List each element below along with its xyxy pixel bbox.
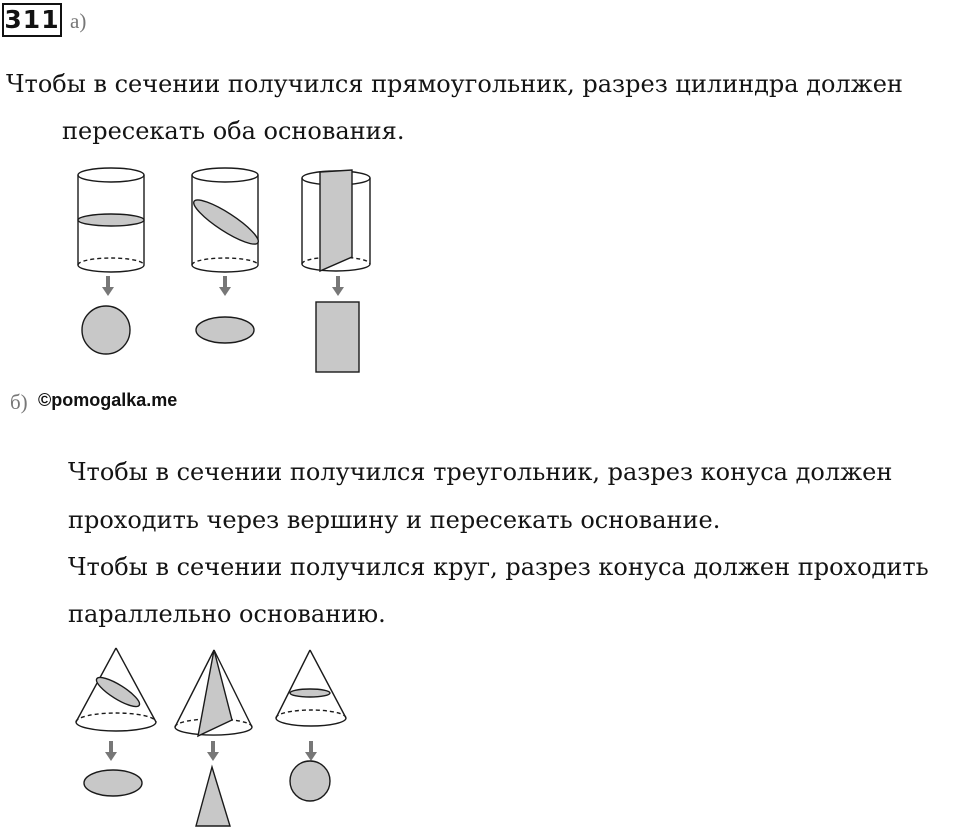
cone-parallel-cut [276,650,346,726]
part-b-text-line-3: Чтобы в сечении получился круг, разрез конуса должен проходить [68,553,929,581]
cylinder-sections-figure [70,160,380,380]
down-arrow-icon [219,276,231,296]
down-arrow-icon [102,276,114,296]
cylinder-oblique-cut [189,168,263,272]
cylinder-axial-cut [302,170,370,271]
part-b-label: б) [10,390,28,414]
part-b-text-line-4: параллельно основанию. [68,600,386,628]
section-rectangle [316,302,359,372]
part-a-label: а) [70,9,87,33]
part-b-text-line-2: проходить через вершину и пересекать основание. [68,506,721,534]
cylinder-horizontal-cut [78,168,144,272]
section-circle [82,306,130,354]
down-arrow-icon [207,741,219,761]
part-a-text-line-2: пересекать оба основания. [62,117,405,145]
down-arrow-icon [305,741,317,761]
section-triangle [196,767,230,826]
down-arrow-icon [332,276,344,296]
watermark: ©pomogalka.me [38,390,178,410]
part-b-text-line-1: Чтобы в сечении получился треугольник, разрез конуса должен [68,458,893,486]
part-a-text-line-1: Чтобы в сечении получился прямоугольник, разрез цилиндра должен [6,70,903,98]
section-circle [290,761,330,801]
cone-axial-cut [175,650,252,736]
section-ellipse [196,317,254,343]
down-arrow-icon [105,741,117,761]
cone-oblique-cut [76,648,156,731]
cone-sections-figure [70,640,370,830]
section-ellipse [84,770,142,796]
problem-number: 311 [2,3,62,37]
